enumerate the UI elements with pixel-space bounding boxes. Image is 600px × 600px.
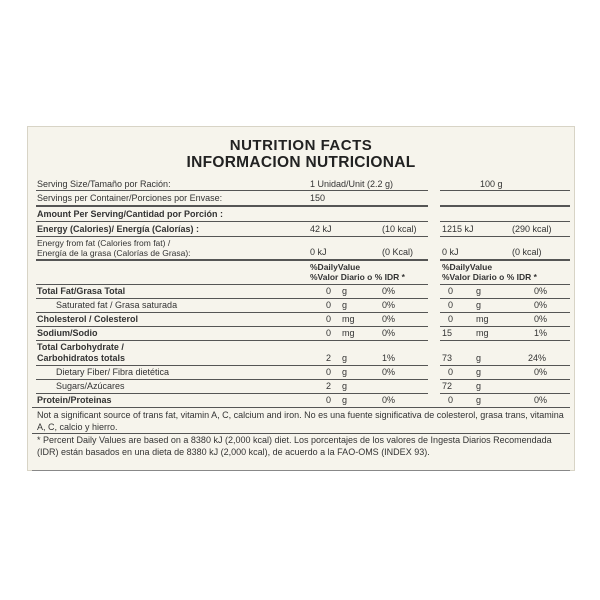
nutrient-amount-100g: 0 <box>448 395 454 405</box>
fat-energy-label-2: Energía de la grasa (Calorías de Grasa): <box>37 248 191 258</box>
nutrient-label: Sugars/Azúcares <box>56 381 125 391</box>
nutrient-amount-100g: 15 <box>442 328 453 338</box>
nutrient-unit-100g: g <box>476 300 482 310</box>
nutrient-label: Total Fat/Grasa Total <box>37 286 126 296</box>
divider-full <box>32 470 570 471</box>
energy-kcal: (10 kcal) <box>382 224 417 234</box>
nutrient-amount-100g: 72 <box>442 381 453 391</box>
nutrient-amount-100g: 0 <box>448 367 454 377</box>
divider <box>36 236 428 237</box>
nutrient-dv-100g: 0% <box>534 286 548 296</box>
divider <box>36 190 428 191</box>
nutrient-unit-100g: g <box>476 353 482 363</box>
nutrient-amount-100g: 0 <box>448 314 454 324</box>
nutrient-amount: 0 <box>326 328 332 338</box>
nutrient-unit: mg <box>342 314 355 324</box>
divider <box>440 340 570 341</box>
nutrient-unit: mg <box>342 328 355 338</box>
nutrient-unit: g <box>342 286 348 296</box>
nutrition-label <box>27 126 575 471</box>
nutrient-label: Cholesterol / Colesterol <box>37 314 139 324</box>
serving-size-label: Serving Size/Tamaño por Ración: <box>37 179 171 189</box>
energy-100g-kcal: (290 kcal) <box>512 224 552 234</box>
divider-full <box>32 407 570 408</box>
nutrient-amount: 2 <box>326 381 332 391</box>
servings-value: 150 <box>310 193 326 203</box>
divider <box>36 312 428 313</box>
divider-thick <box>440 205 570 207</box>
divider <box>440 379 570 380</box>
title-english: NUTRITION FACTS <box>229 137 373 154</box>
nutrient-unit: g <box>342 395 348 405</box>
footnote-trans-fat: Not a significant source of trans fat, vitamin A, C, calcium and iron. No es una fuente significativa de colesterol, grasa trans, vitamina A, C, calcio y hierro. <box>37 410 564 432</box>
fat-energy-100g-kcal: (0 kcal) <box>512 247 542 257</box>
nutrient-dv: 1% <box>382 353 396 363</box>
nutrient-unit: g <box>342 353 348 363</box>
divider <box>36 326 428 327</box>
nutrient-dv: 0% <box>382 314 396 324</box>
divider <box>440 284 570 285</box>
nutrient-unit-100g: g <box>476 381 482 391</box>
divider <box>36 298 428 299</box>
nutrient-label: Protein/Proteinas <box>37 395 112 405</box>
nutrient-unit-100g: g <box>476 395 482 405</box>
servings-label: Servings per Container/Porciones por Envase: <box>37 193 223 203</box>
divider <box>440 393 570 394</box>
nutrient-amount-100g: 73 <box>442 353 453 363</box>
divider <box>36 340 428 341</box>
nutrient-label-line2: Carbohidratos totals <box>37 353 126 363</box>
nutrient-unit: g <box>342 367 348 377</box>
divider-thick <box>36 259 428 261</box>
energy-label: Energy (Calories)/ Energía (Calorías) : <box>37 224 200 234</box>
fat-energy-kj: 0 kJ <box>310 247 327 257</box>
amount-per-serving-header: Amount Per Serving/Cantidad por Porción : <box>37 209 224 219</box>
nutrient-unit-100g: g <box>476 286 482 296</box>
fat-energy-label-1: Energy from fat (Calories from fat) / <box>37 238 171 248</box>
divider <box>36 379 428 380</box>
nutrient-unit: g <box>342 300 348 310</box>
nutrient-dv: 0% <box>382 286 396 296</box>
nutrient-dv-100g: 0% <box>534 395 548 405</box>
divider <box>440 236 570 237</box>
nutrient-dv-100g: 0% <box>534 314 548 324</box>
divider <box>440 298 570 299</box>
divider <box>36 221 428 222</box>
title-spanish: INFORMACION NUTRICIONAL <box>186 154 416 171</box>
nutrient-label: Total Carbohydrate / <box>37 342 124 352</box>
nutrient-label: Dietary Fiber/ Fibra dietética <box>56 367 170 377</box>
nutrient-unit-100g: g <box>476 367 482 377</box>
nutrient-unit-100g: mg <box>476 328 489 338</box>
nutrient-dv: 0% <box>382 395 396 405</box>
nutrient-dv-100g: 0% <box>534 367 548 377</box>
energy-100g-kj: 1215 kJ <box>442 224 474 234</box>
nutrient-unit: g <box>342 381 348 391</box>
nutrient-label: Sodium/Sodio <box>37 328 98 338</box>
nutrient-label: Saturated fat / Grasa saturada <box>56 300 178 310</box>
nutrient-amount-100g: 0 <box>448 286 454 296</box>
nutrient-amount: 0 <box>326 367 332 377</box>
dv-header-en: %DailyValue <box>310 262 361 272</box>
nutrient-unit-100g: mg <box>476 314 489 324</box>
nutrient-dv-100g: 0% <box>534 300 548 310</box>
divider-full <box>32 433 570 434</box>
per-100g-label: 100 g <box>480 179 503 189</box>
fat-energy-kcal: (0 Kcal) <box>382 247 414 257</box>
nutrient-dv: 0% <box>382 328 396 338</box>
nutrient-amount: 0 <box>326 314 332 324</box>
nutrient-amount-100g: 0 <box>448 300 454 310</box>
dv-header-100g-en: %DailyValue <box>442 262 493 272</box>
dv-header-es: %Valor Diario o % IDR * <box>310 272 405 282</box>
divider-thick <box>440 259 570 261</box>
nutrient-amount: 0 <box>326 300 332 310</box>
nutrient-dv: 0% <box>382 300 396 310</box>
nutrient-amount: 0 <box>326 395 332 405</box>
divider <box>36 365 428 366</box>
energy-kj: 42 kJ <box>310 224 332 234</box>
divider <box>440 221 570 222</box>
footnote-daily-values: * Percent Daily Values are based on a 8380 kJ (2,000 kcal) diet. Los porcentajes de los valores de Ingesta Diarios Recomendada (IDR) están basados en una dieta de 8380 kJ (2,000 kcal), de acuerdo a la FAO-OMS (INDEX 93). <box>37 435 552 457</box>
nutrient-dv: 0% <box>382 367 396 377</box>
nutrient-amount: 0 <box>326 286 332 296</box>
nutrient-dv-100g: 1% <box>534 328 548 338</box>
serving-size-value: 1 Unidad/Unit (2.2 g) <box>310 179 394 189</box>
divider <box>36 393 428 394</box>
divider-thick <box>36 205 428 207</box>
nutrient-dv-100g: 24% <box>528 353 547 363</box>
divider <box>440 326 570 327</box>
nutrient-amount: 2 <box>326 353 332 363</box>
divider <box>440 312 570 313</box>
divider <box>440 365 570 366</box>
divider <box>36 284 428 285</box>
divider <box>440 190 570 191</box>
fat-energy-100g-kj: 0 kJ <box>442 247 459 257</box>
dv-header-100g-es: %Valor Diario o % IDR * <box>442 272 537 282</box>
